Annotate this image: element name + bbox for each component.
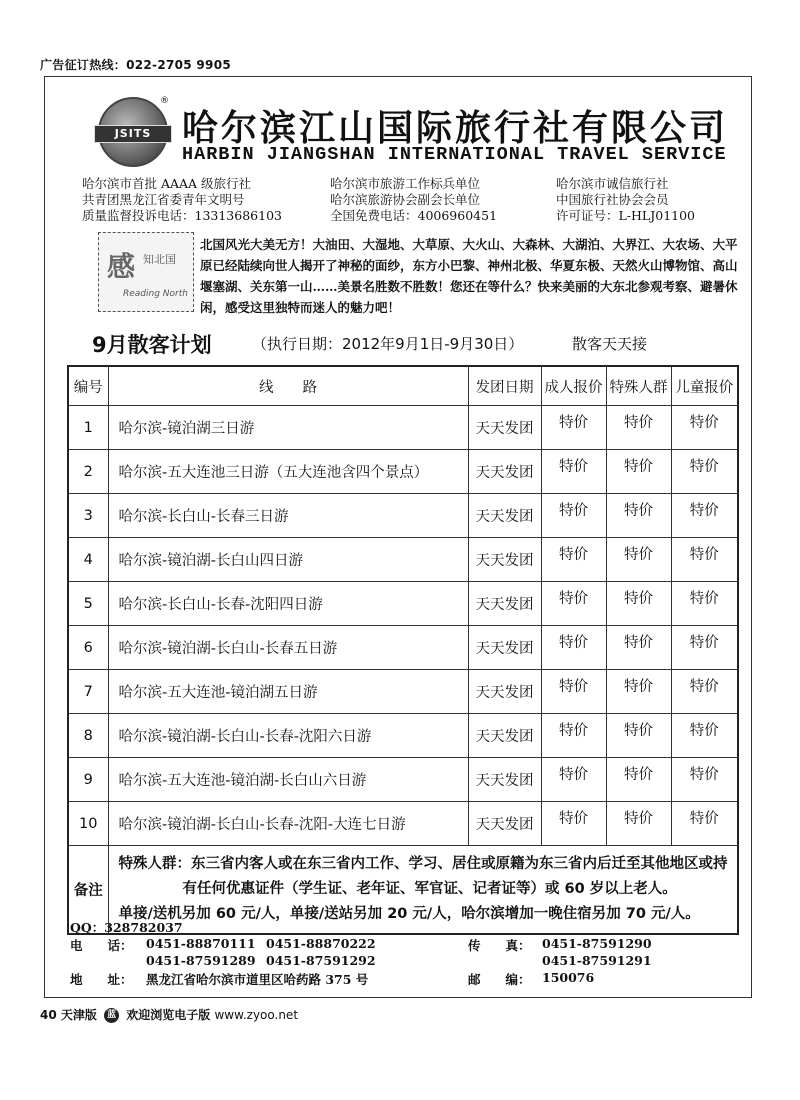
credentials-col-1 <box>82 176 282 224</box>
route-name: 哈尔滨-镜泊湖-长白山-长春五日游 <box>108 626 468 670</box>
adult-price: 特价 <box>541 714 606 758</box>
table-row <box>68 802 738 846</box>
route-name: 哈尔滨-长白山-长春-沈阳四日游 <box>108 582 468 626</box>
contact-address: 黑龙江省哈尔滨市道里区哈药路 375 号 <box>146 972 369 987</box>
special-group-price: 特价 <box>606 538 671 582</box>
header-number: 编号 <box>68 366 108 406</box>
special-group-price: 特价 <box>606 758 671 802</box>
credential-item: 许可证号：L-HLJ01100 <box>556 208 696 223</box>
route-number: 10 <box>68 802 108 846</box>
route-departure: 天天发团 <box>468 582 541 626</box>
contact-qq: QQ：328782037 <box>70 920 183 935</box>
adult-price: 特价 <box>541 406 606 450</box>
table-row <box>68 626 738 670</box>
table-row <box>68 538 738 582</box>
remarks-label: 备注 <box>68 846 108 935</box>
child-price: 特价 <box>671 450 738 494</box>
credential-item: 哈尔滨市首批 AAAA 级旅行社 <box>82 176 252 191</box>
remarks-line: 特殊人群：东三省内客人或在东三省内工作、学习、居住或原籍为东三省内后迁至其他地区或持 <box>118 856 728 872</box>
header-child-price: 儿童报价 <box>671 366 738 406</box>
adult-price: 特价 <box>541 758 606 802</box>
logo-big-char: 感 <box>107 250 136 283</box>
route-number: 2 <box>68 450 108 494</box>
table-row <box>68 450 738 494</box>
route-name: 哈尔滨-五大连池三日游（五大连池含四个景点） <box>108 450 468 494</box>
adult-price: 特价 <box>541 582 606 626</box>
logo-subtitle: Reading North <box>123 289 188 299</box>
route-departure: 天天发团 <box>468 494 541 538</box>
route-departure: 天天发团 <box>468 802 541 846</box>
edition-badge-icon: 蓝 <box>104 1008 119 1023</box>
contact-phone-label: 电 话： <box>70 938 133 953</box>
company-logo <box>98 97 168 167</box>
special-group-price: 特价 <box>606 494 671 538</box>
header-special-group: 特殊人群 <box>606 366 671 406</box>
child-price: 特价 <box>671 626 738 670</box>
page-footer <box>40 1006 298 1023</box>
route-name: 哈尔滨-镜泊湖-长白山-长春-沈阳-大连七日游 <box>108 802 468 846</box>
route-name: 哈尔滨-镜泊湖-长白山-长春-沈阳六日游 <box>108 714 468 758</box>
route-number: 1 <box>68 406 108 450</box>
route-departure: 天天发团 <box>468 626 541 670</box>
header-adult-price: 成人报价 <box>541 366 606 406</box>
route-number: 7 <box>68 670 108 714</box>
special-group-price: 特价 <box>606 450 671 494</box>
company-name-cn: 哈尔滨江山国际旅行社有限公司 <box>182 107 729 149</box>
child-price: 特价 <box>671 582 738 626</box>
contact-fax: 0451-87591290 <box>542 936 652 951</box>
credential-item: 质量监督投诉电话：13313686103 <box>82 208 282 223</box>
credential-item: 哈尔滨市诚信旅行社 <box>556 176 669 191</box>
route-departure: 天天发团 <box>468 406 541 450</box>
registered-mark: ® <box>160 96 169 106</box>
credential-item: 中国旅行社协会会员 <box>556 192 669 207</box>
route-number: 8 <box>68 714 108 758</box>
route-number: 3 <box>68 494 108 538</box>
contact-address-label: 地 址： <box>70 972 133 987</box>
adult-price: 特价 <box>541 626 606 670</box>
logo-text: JSITS <box>94 125 172 143</box>
route-number: 4 <box>68 538 108 582</box>
routes-table <box>67 365 739 935</box>
header-route: 线 路 <box>108 366 468 406</box>
ad-hotline: 广告征订热线：022-2705 9905 <box>40 58 232 72</box>
adult-price: 特价 <box>541 538 606 582</box>
credential-item: 哈尔滨市旅游工作标兵单位 <box>330 176 481 191</box>
website-link[interactable]: www.zyoo.net <box>214 1008 299 1022</box>
plan-title: 9月散客计划 <box>92 333 212 357</box>
remarks-content <box>108 846 738 935</box>
contact-fax-label: 传 真： <box>468 938 531 953</box>
adult-price: 特价 <box>541 802 606 846</box>
remarks-line: 有任何优惠证件（学生证、老年证、军官证、记者证等）或 60 岁以上老人。 <box>182 881 677 897</box>
route-name: 哈尔滨-长白山-长春三日游 <box>108 494 468 538</box>
child-price: 特价 <box>671 758 738 802</box>
special-group-price: 特价 <box>606 670 671 714</box>
special-group-price: 特价 <box>606 802 671 846</box>
table-row <box>68 494 738 538</box>
contact-phone: 0451-88870111 <box>146 936 256 951</box>
special-group-price: 特价 <box>606 406 671 450</box>
credentials-col-3 <box>556 176 695 224</box>
child-price: 特价 <box>671 406 738 450</box>
child-price: 特价 <box>671 670 738 714</box>
promo-paragraph: 北国风光大美无方！大油田、大湿地、大草原、大火山、大森林、大湖泊、大界江、大农场、大平原已经陆续向世人揭开了神秘的面纱，东方小巴黎、神州北极、华夏东极、天然火山博物馆、高山堰塞湖、关东第一山……美景名胜数不胜数！您还在等什么？快来美丽的大东北参观考察、避暑休闲，感受这里独特而迷人的魅力吧！ <box>200 237 738 315</box>
route-departure: 天天发团 <box>468 450 541 494</box>
plan-daily: 散客天天接 <box>572 335 648 353</box>
special-group-price: 特价 <box>606 582 671 626</box>
adult-price: 特价 <box>541 670 606 714</box>
plan-exec-date: （执行日期：2012年9月1日-9月30日） <box>252 335 524 353</box>
child-price: 特价 <box>671 494 738 538</box>
route-number: 5 <box>68 582 108 626</box>
reading-north-logo <box>98 232 194 312</box>
contact-phone: 0451-87591289 <box>146 953 256 968</box>
welcome-text: 欢迎浏览电子版 <box>126 1008 211 1022</box>
route-departure: 天天发团 <box>468 670 541 714</box>
route-name: 哈尔滨-镜泊湖-长白山四日游 <box>108 538 468 582</box>
adult-price: 特价 <box>541 494 606 538</box>
route-name: 哈尔滨-五大连池-镜泊湖五日游 <box>108 670 468 714</box>
remarks-line: 单接/送机另加 60 元/人，单接/送站另加 20 元/人，哈尔滨增加一晚住宿另加 70 元/人。 <box>118 906 700 922</box>
route-departure: 天天发团 <box>468 714 541 758</box>
route-number: 9 <box>68 758 108 802</box>
credential-item: 全国免费电话：4006960451 <box>330 208 498 223</box>
credential-item: 哈尔滨旅游协会副会长单位 <box>330 192 481 207</box>
table-row <box>68 670 738 714</box>
contact-fax: 0451-87591291 <box>542 953 652 968</box>
contact-phone: 0451-88870222 <box>266 936 376 951</box>
credential-item: 共青团黑龙江省委青年文明号 <box>82 192 245 207</box>
special-group-price: 特价 <box>606 626 671 670</box>
route-name: 哈尔滨-五大连池-镜泊湖-长白山六日游 <box>108 758 468 802</box>
logo-small-text: 知北国 <box>143 253 176 266</box>
adult-price: 特价 <box>541 450 606 494</box>
special-group-price: 特价 <box>606 714 671 758</box>
contact-postcode-label: 邮 编： <box>468 972 531 987</box>
child-price: 特价 <box>671 714 738 758</box>
edition-label: 天津版 <box>60 1008 97 1022</box>
table-row <box>68 714 738 758</box>
table-row <box>68 582 738 626</box>
contact-phone: 0451-87591292 <box>266 953 376 968</box>
header-departure: 发团日期 <box>468 366 541 406</box>
credentials-col-2 <box>330 176 497 224</box>
route-number: 6 <box>68 626 108 670</box>
table-header-row <box>68 366 738 406</box>
table-row <box>68 758 738 802</box>
child-price: 特价 <box>671 538 738 582</box>
route-departure: 天天发团 <box>468 538 541 582</box>
route-departure: 天天发团 <box>468 758 541 802</box>
table-row <box>68 406 738 450</box>
route-name: 哈尔滨-镜泊湖三日游 <box>108 406 468 450</box>
page-number: 40 <box>40 1008 57 1022</box>
contact-postcode: 150076 <box>542 970 595 985</box>
company-name-en: HARBIN JIANGSHAN INTERNATIONAL TRAVEL SERVICE <box>182 144 727 165</box>
child-price: 特价 <box>671 802 738 846</box>
